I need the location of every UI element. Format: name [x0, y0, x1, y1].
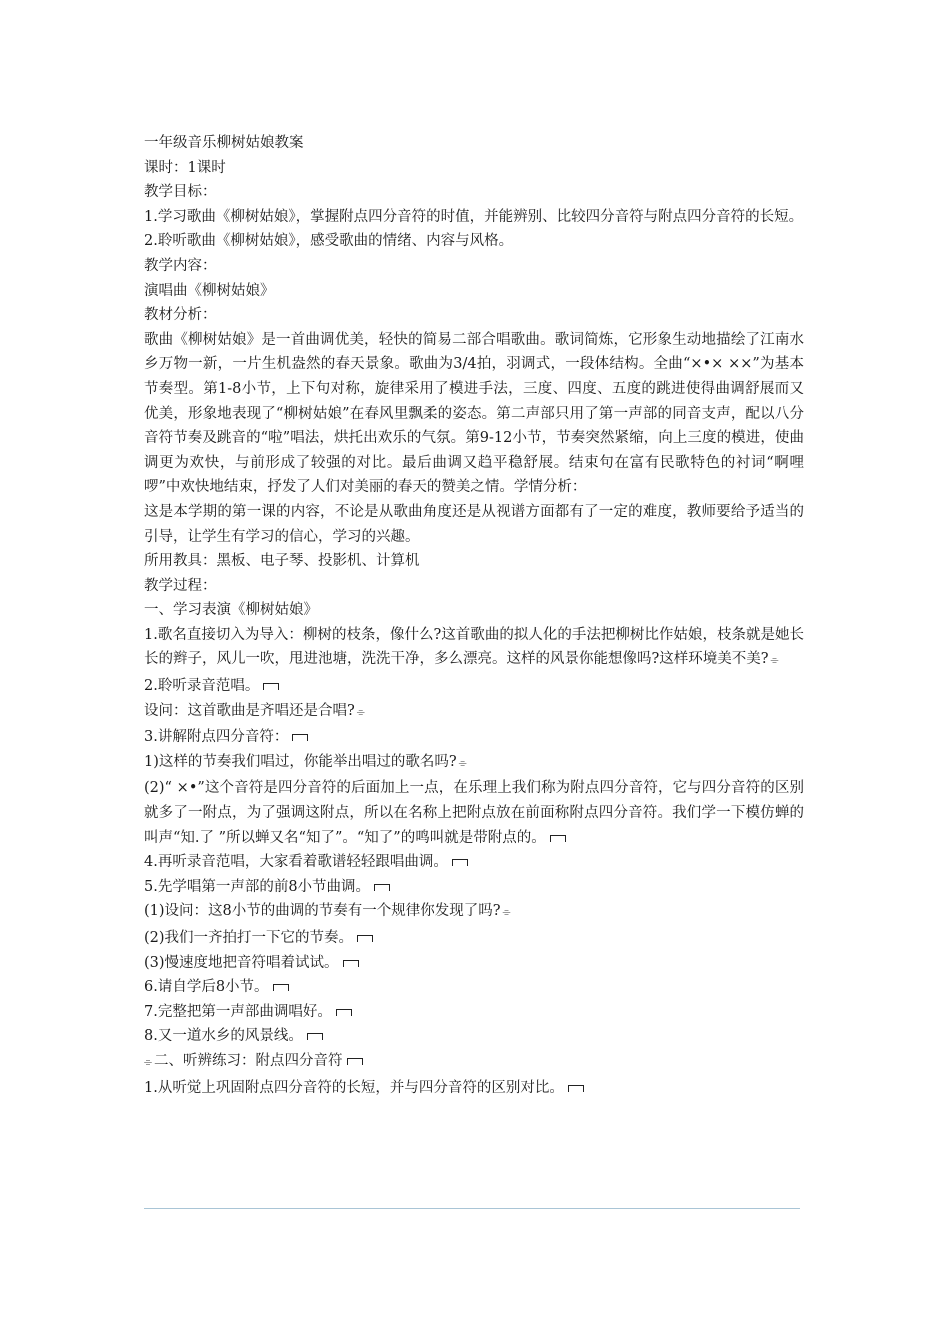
paragraph-mark-icon: ⌯ [502, 907, 511, 919]
step-8-text: 8.又一道水乡的风景线。 [144, 1028, 303, 1045]
step-5 [144, 875, 804, 900]
step-4-text: 4.再听录音范唱，大家看着歌谱轻轻跟唱曲调。 [144, 854, 448, 871]
objective-2: 2.聆听歌曲《柳树姑娘》，感受歌曲的情绪、内容与风格。 [144, 233, 514, 250]
sub-2-text: (2)“ ×•”这个音符是四分音符的后面加上一点，在乐理上我们称为附点四分音符，它与四分音符的区别就多了一附点，为了强调这附点，所以在名称上把附点放在前面称附点四分音符。我们学一下模仿蝉的叫声“知.了 ”所以蝉又名“知了”。“知了”的鸣叫就是带附点的。 [144, 780, 804, 846]
class-hours: 课时：1课时 [144, 159, 226, 176]
bracket-mark-icon [336, 1009, 352, 1016]
bracket-mark-icon [273, 984, 289, 991]
sub-1-text: 1)这样的节奏我们唱过，你能举出唱过的歌名吗? [144, 753, 457, 770]
student-analysis-text: 这是本学期的第一课的内容，不论是从歌曲角度还是从视谱方面都有了一定的难度，教师要给予适当的引导，让学生有学习的信心，学习的兴趣。 [144, 503, 804, 545]
bracket-mark-icon [343, 960, 359, 967]
question-1 [144, 699, 804, 726]
sub-2 [144, 776, 804, 850]
document-body [144, 131, 804, 1100]
sub-5-3 [144, 951, 804, 976]
question-1-text: 设问：这首歌曲是齐唱还是合唱? [144, 702, 355, 719]
process-heading: 教学过程： [144, 577, 217, 594]
sub-5-3-text: (3)慢速度地把音符唱着试试。 [144, 954, 339, 971]
step-1-text: 1.歌名直接切入为导入：柳树的枝条，像什么?这首歌曲的拟人化的手法把柳树比作姑娘，枝条就是她长长的辫子，风儿一吹，甩进池塘，洗洗干净，多么漂亮。这样的风景你能想像吗?这样环境美不美? [144, 626, 804, 668]
bracket-mark-icon [347, 1058, 363, 1065]
analysis-text: 歌曲《柳树姑娘》是一首曲调优美，轻快的简易二部合唱歌曲。歌词简炼，它形象生动地描绘了江南水乡万物一新，一片生机盎然的春天景象。歌曲为3/4拍，羽调式，一段体结构。全曲“×•× ××”为基本节奏型。第1-8小节，上下句对称，旋律采用了模进手法，三度、四度、五度的跳进使得曲调舒展而又优美，形象地表现了“柳树姑娘”在春风里飘柔的姿态。第二声部只用了第一声部的同音支声，配以八分音符节奏及跳音的“啦”唱法，烘托出欢乐的气氛。第9-12小节，节奏突然紧缩，向上三度的模进，使曲调更为欢快，与前形成了较强的对比。最后曲调又趋平稳舒展。结束句在富有民歌特色的衬词“啊哩啰”中欢快地结束，抒发了人们对美丽的春天的赞美之情。学情分析： [144, 331, 804, 496]
part2-step-1 [144, 1076, 804, 1101]
sub-5-1-text: (1)设问：这8小节的曲调的节奏有一个规律你发现了吗? [144, 903, 501, 920]
analysis-heading: 教材分析： [144, 307, 217, 324]
bracket-mark-icon [292, 734, 308, 741]
objectives-heading: 教学目标： [144, 184, 217, 201]
paragraph-mark-icon: ⌯ [356, 706, 365, 718]
paragraph-mark-icon: ⌯ [144, 1056, 152, 1068]
step-5-text: 5.先学唱第一声部的前8小节曲调。 [144, 878, 371, 895]
sub-5-1 [144, 899, 804, 926]
footer-divider [144, 1208, 800, 1209]
step-6 [144, 975, 804, 1000]
content-heading: 教学内容： [144, 257, 217, 274]
step-6-text: 6.请自学后8小节。 [144, 979, 269, 996]
step-8 [144, 1024, 804, 1049]
step-2-text: 2.聆听录音范唱。 [144, 678, 260, 695]
step-3 [144, 725, 804, 750]
paragraph-mark-icon: ⌯ [458, 757, 467, 769]
part2-step-1-text: 1.从听觉上巩固附点四分音符的长短，并与四分音符的区别对比。 [144, 1079, 564, 1096]
teaching-tools: 所用教具：黑板、电子琴、投影机、计算机 [144, 553, 420, 570]
paragraph-mark-icon: ⌯ [770, 655, 779, 667]
document-title: 一年级音乐柳树姑娘教案 [144, 135, 304, 151]
objective-1: 1.学习歌曲《柳树姑娘》，掌握附点四分音符的时值，并能辨别、比较四分音符与附点四分音符的长短。 [144, 208, 804, 225]
step-7-text: 7.完整把第一声部曲调唱好。 [144, 1003, 332, 1020]
step-4 [144, 850, 804, 875]
bracket-mark-icon [452, 859, 468, 866]
bracket-mark-icon [307, 1033, 323, 1040]
part2-heading-text: 二、听辨练习：附点四分音符 [154, 1052, 343, 1069]
part2-heading [144, 1049, 804, 1076]
bracket-mark-icon [374, 884, 390, 891]
bracket-mark-icon [568, 1085, 584, 1092]
step-2 [144, 674, 804, 699]
bracket-mark-icon [263, 683, 279, 690]
bracket-mark-icon [357, 935, 373, 942]
sub-1 [144, 750, 804, 777]
sub-5-2 [144, 926, 804, 951]
part1-heading: 一、学习表演《柳树姑娘》 [144, 602, 318, 619]
sub-5-2-text: (2)我们一齐拍打一下它的节奏。 [144, 930, 354, 946]
step-1 [144, 623, 804, 674]
step-3-text: 3.讲解附点四分音符： [144, 729, 289, 746]
bracket-mark-icon [550, 835, 566, 842]
content-text: 演唱曲《柳树姑娘》 [144, 282, 275, 299]
step-7 [144, 1000, 804, 1025]
